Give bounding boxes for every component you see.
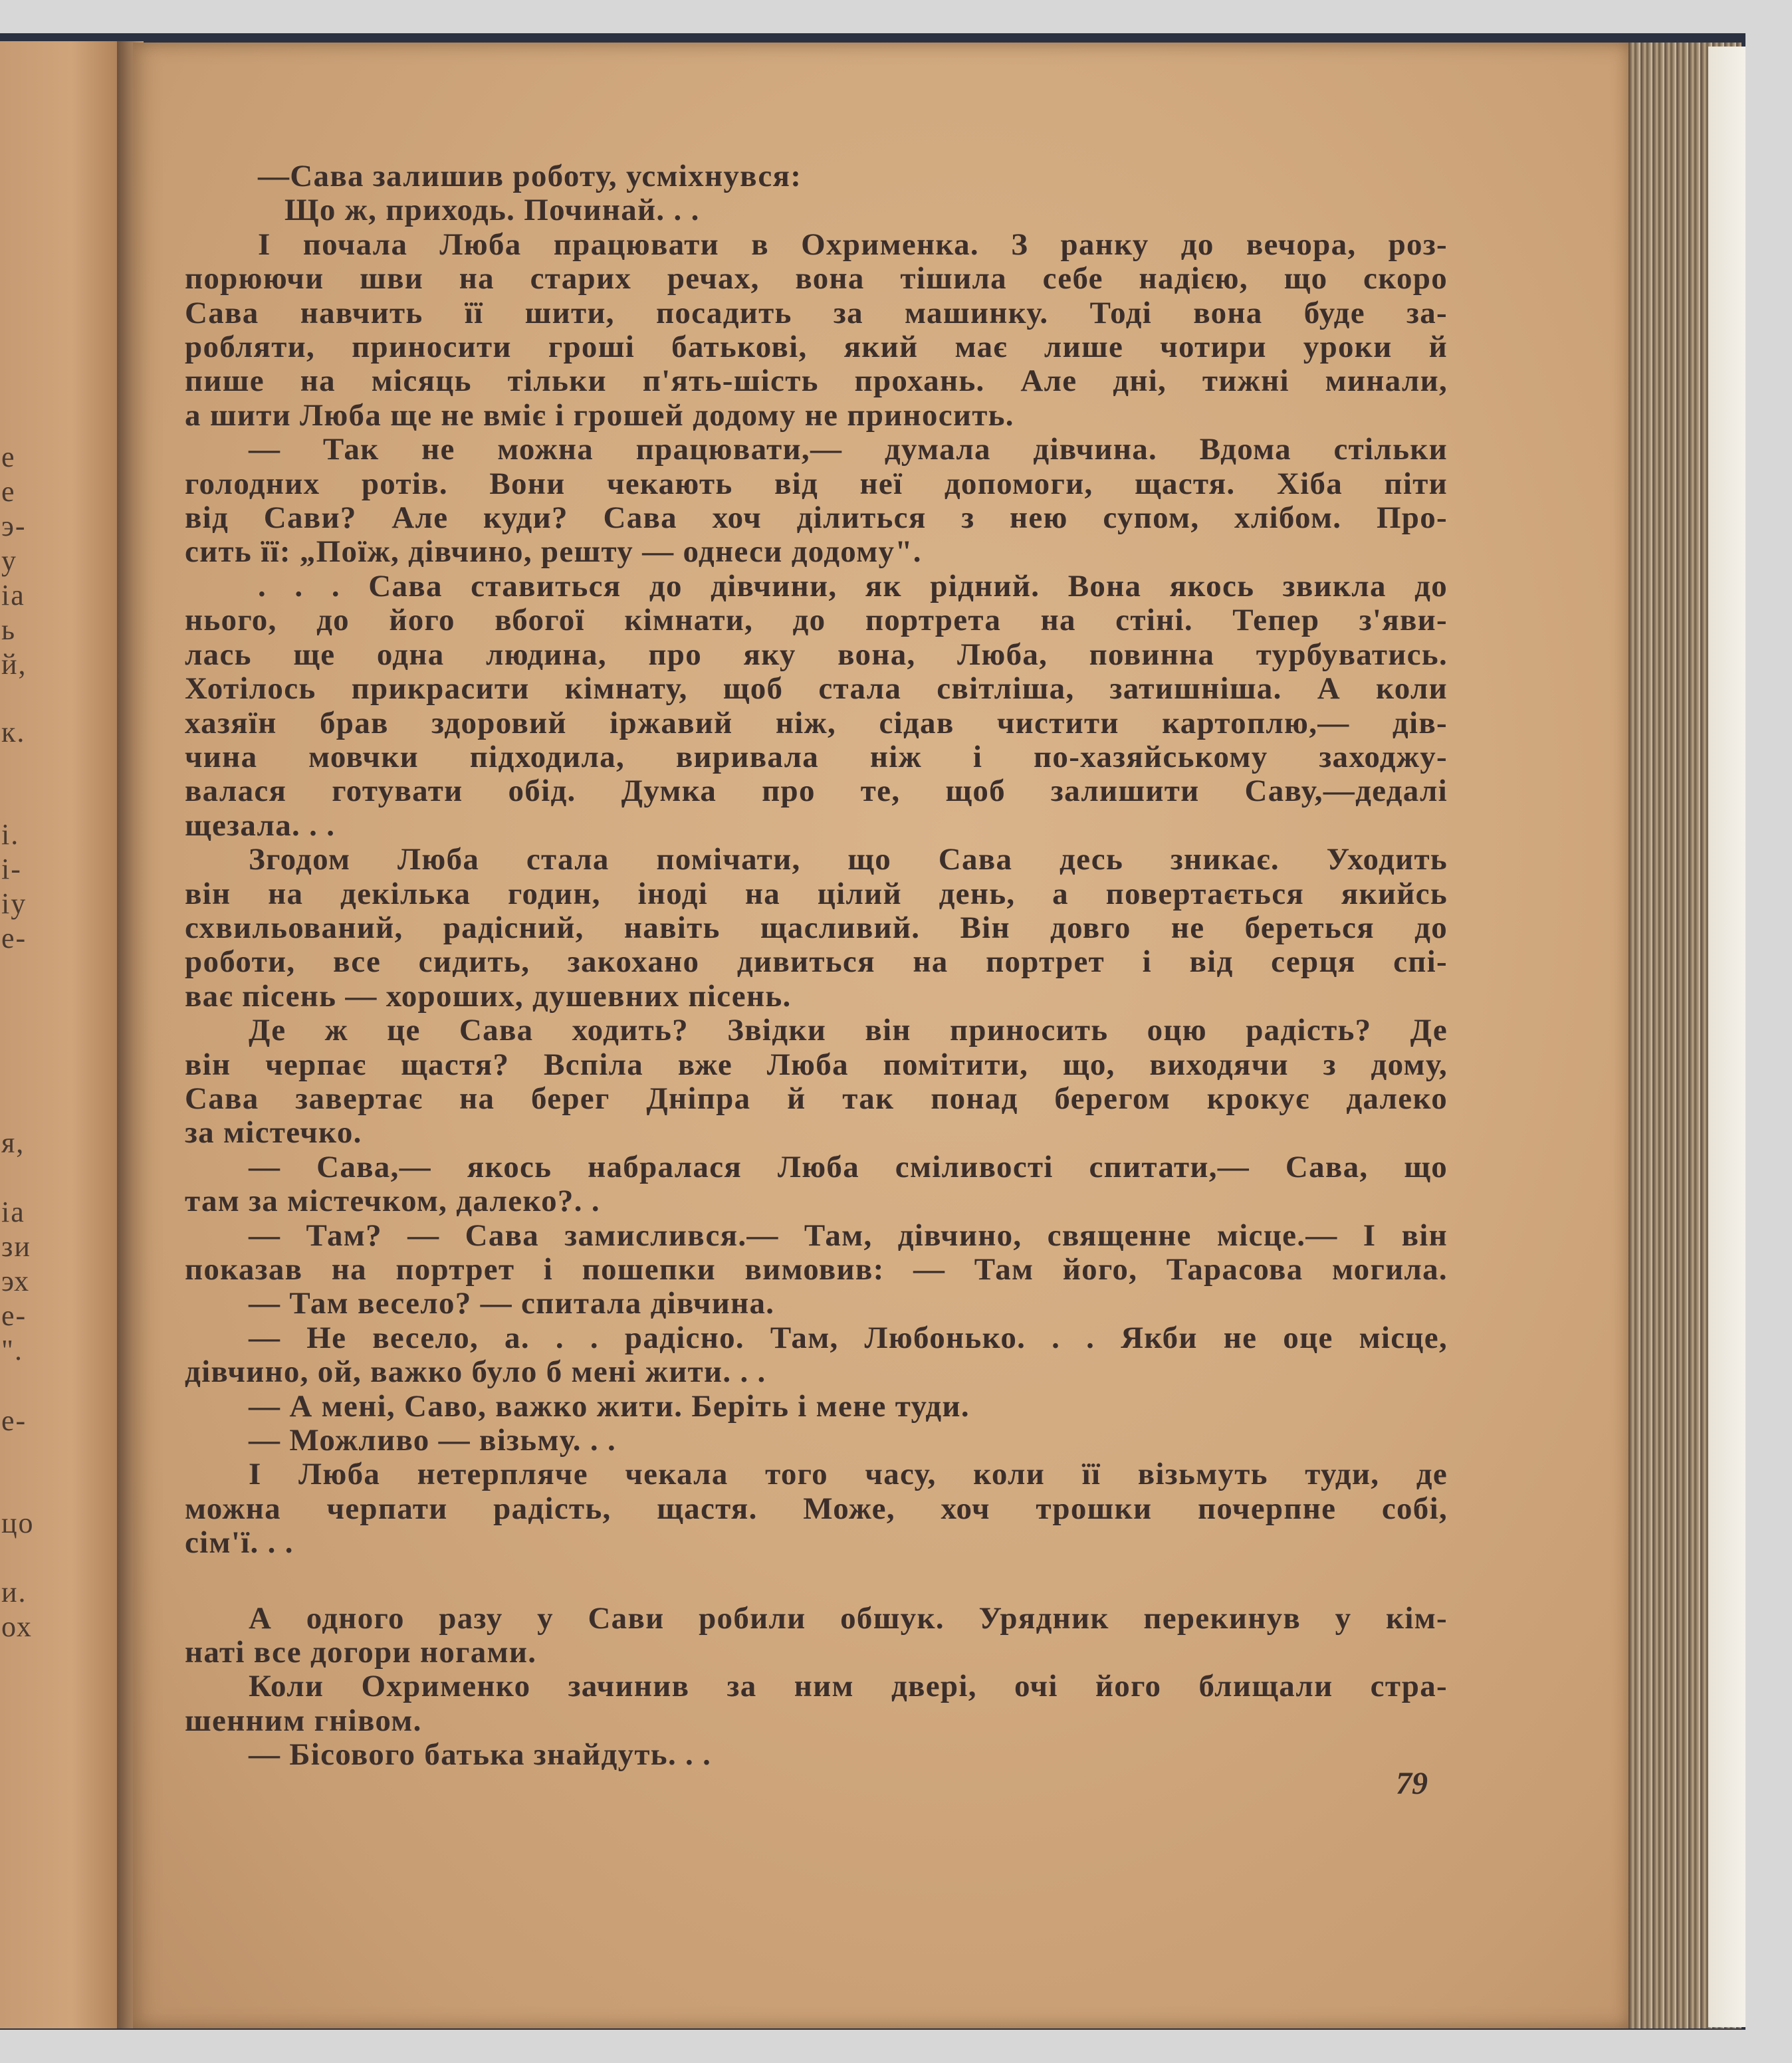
left-page-fragment: е [1,441,16,473]
left-page-fragment: к. [1,716,26,748]
text-line: Коли Охрименко зачинив за ним двері, очі його блищали стра- [249,1670,1448,1704]
text-line: — Так не можна працювати,— думала дівчина. Вдома стільки [249,433,1448,467]
text-line: Де ж це Сава ходить? Звідки він приносить оцю радість? Де [249,1014,1448,1048]
left-page-fragment: и. [1,1576,27,1608]
text-line: голодних ротів. Вони чекають від неї допомоги, щастя. Хіба піти [185,467,1448,501]
text-line: лась ще одна людина, про яку вона, Люба, повинна турбуватись. [185,637,1448,672]
left-page [0,41,130,2028]
left-page-fragment: е- [1,1299,27,1332]
text-line: Сава завертає на берег Дніпра й так понад берегом крокує далеко [185,1081,1448,1116]
text-line: — Не весело, а. . . радісно. Там, Любонько. . . Якби не оце місце, [249,1321,1448,1355]
text-line: роботи, все сидить, закохано дивиться на портрет і від серця спі- [185,945,1448,980]
left-page-fragment: цо [1,1507,35,1539]
text-line: сім'ї. . . [185,1526,294,1561]
left-page-fragment: я, [1,1127,25,1159]
text-line: нього, до його вбогої кімнати, до портрета на стіні. Тепер з'яви- [185,603,1448,638]
left-page-fragment: е [1,475,16,508]
text-line: — Можливо — візьму. . . [249,1424,617,1458]
left-page-fragment: іа [1,1196,25,1228]
text-line: хазяїн брав здоровий іржавий ніж, сідав чистити картоплю,— дів- [185,706,1448,740]
page-text [185,160,1448,1773]
page-edges-light [1708,47,1745,2027]
text-line: — Там? — Сава замислився.— Там, дівчино, священне місце.— І він [249,1218,1448,1253]
left-page-text-fragments [0,41,130,2028]
text-line: пише на місяць тільки п'ять-шість прохань. Але дні, тижні минали, [185,364,1448,399]
text-line: а шити Люба ще не вміє і грошей додому не приносить. [185,398,1014,433]
text-line: Згодом Люба стала помічати, що Сава десь зникає. Уходить [249,843,1448,877]
text-line: . . . Сава ставиться до дівчини, як рідний. Вона якось звикла до [258,569,1448,603]
text-line: — А мені, Саво, важко жити. Беріть і мене туди. [249,1389,970,1424]
left-page-fragment: і- [1,853,22,885]
text-line: — Бісового батька знайдуть. . . [249,1738,712,1773]
text-line: шенним гнівом. [185,1703,422,1738]
text-line: щезала. . . [185,808,336,843]
text-line: порюючи шви на старих речах, вона тішила себе надією, що скоро [185,262,1448,296]
paragraph-gap [185,1561,1448,1602]
text-line: А одного разу у Сави робили обшук. Урядник перекинув у кім- [249,1601,1448,1636]
left-page-fragment: іу [1,887,27,920]
left-page-fragment: ох [1,1610,33,1643]
text-line: він черпає щастя? Вспіла вже Люба помітити, що, виходячи з дому, [185,1047,1448,1082]
text-line: валася готувати обід. Думка про те, щоб залишити Саву,—дедалі [185,774,1448,809]
left-page-fragment: ь [1,613,17,646]
left-page-fragment: ". [1,1334,23,1366]
text-line: І почала Люба працювати в Охрименка. З ранку до вечора, роз- [258,227,1448,262]
text-line: — Сава,— якось набралася Люба сміливості спитати,— Сава, що [249,1150,1448,1184]
left-page-fragment: іа [1,579,25,611]
text-line: Хотілось прикрасити кімнату, щоб стала світліша, затишніша. А коли [185,672,1448,706]
text-line: він на декілька годин, іноді на цілий день, а повертається якийсь [185,877,1448,911]
text-line: Сава навчить її шити, посадить за машинку. Тоді вона буде за- [185,296,1448,330]
text-line: за містечко. [185,1116,362,1150]
text-line: схвильований, радісний, навіть щасливий. Він довго не береться до [185,911,1448,945]
text-line: можна черпати радість, щастя. Може, хоч трошки почерпне собі, [185,1491,1448,1526]
left-page-fragment: е- [1,922,27,954]
text-line: Що ж, приходь. Починай. . . [284,193,700,228]
text-line: дівчино, ой, важко було б мені жити. . . [185,1355,766,1390]
text-line: від Сави? Але куди? Сава хоч ділиться з нею супом, хлібом. Про- [185,501,1448,536]
text-line: сить її: „Поїж, дівчино, решту — однеси додому". [185,535,922,570]
text-line: чина мовчки підходила, виривала ніж і по-хазяйському заходжу- [185,740,1448,774]
text-line: наті все догори ногами. [185,1636,537,1670]
text-line: робляти, приносити гроші батькові, який має лише чотири уроки й [185,330,1448,365]
left-page-fragment: й, [1,648,27,681]
left-page-fragment: і. [1,818,20,851]
text-line: ває пісень — хороших, душевних пісень. [185,979,792,1014]
left-page-fragment: зи [1,1230,31,1263]
text-line: — Там весело? — спитала дівчина. [249,1287,775,1321]
left-page-fragment: э- [1,510,27,542]
left-page-fragment: е- [1,1404,27,1437]
text-line: там за містечком, далеко?. . [185,1184,600,1219]
left-page-fragment: у [1,544,17,577]
page-number: 79 [1396,1766,1428,1801]
text-line: показав на портрет і пошепки вимовив: — Там його, Тарасова могила. [185,1253,1448,1287]
text-line: І Люба нетерпляче чекала того часу, коли її візьмуть туди, де [249,1458,1448,1492]
text-line: —Сава залишив роботу, усміхнувся: [258,160,802,193]
left-page-fragment: эх [1,1265,31,1297]
